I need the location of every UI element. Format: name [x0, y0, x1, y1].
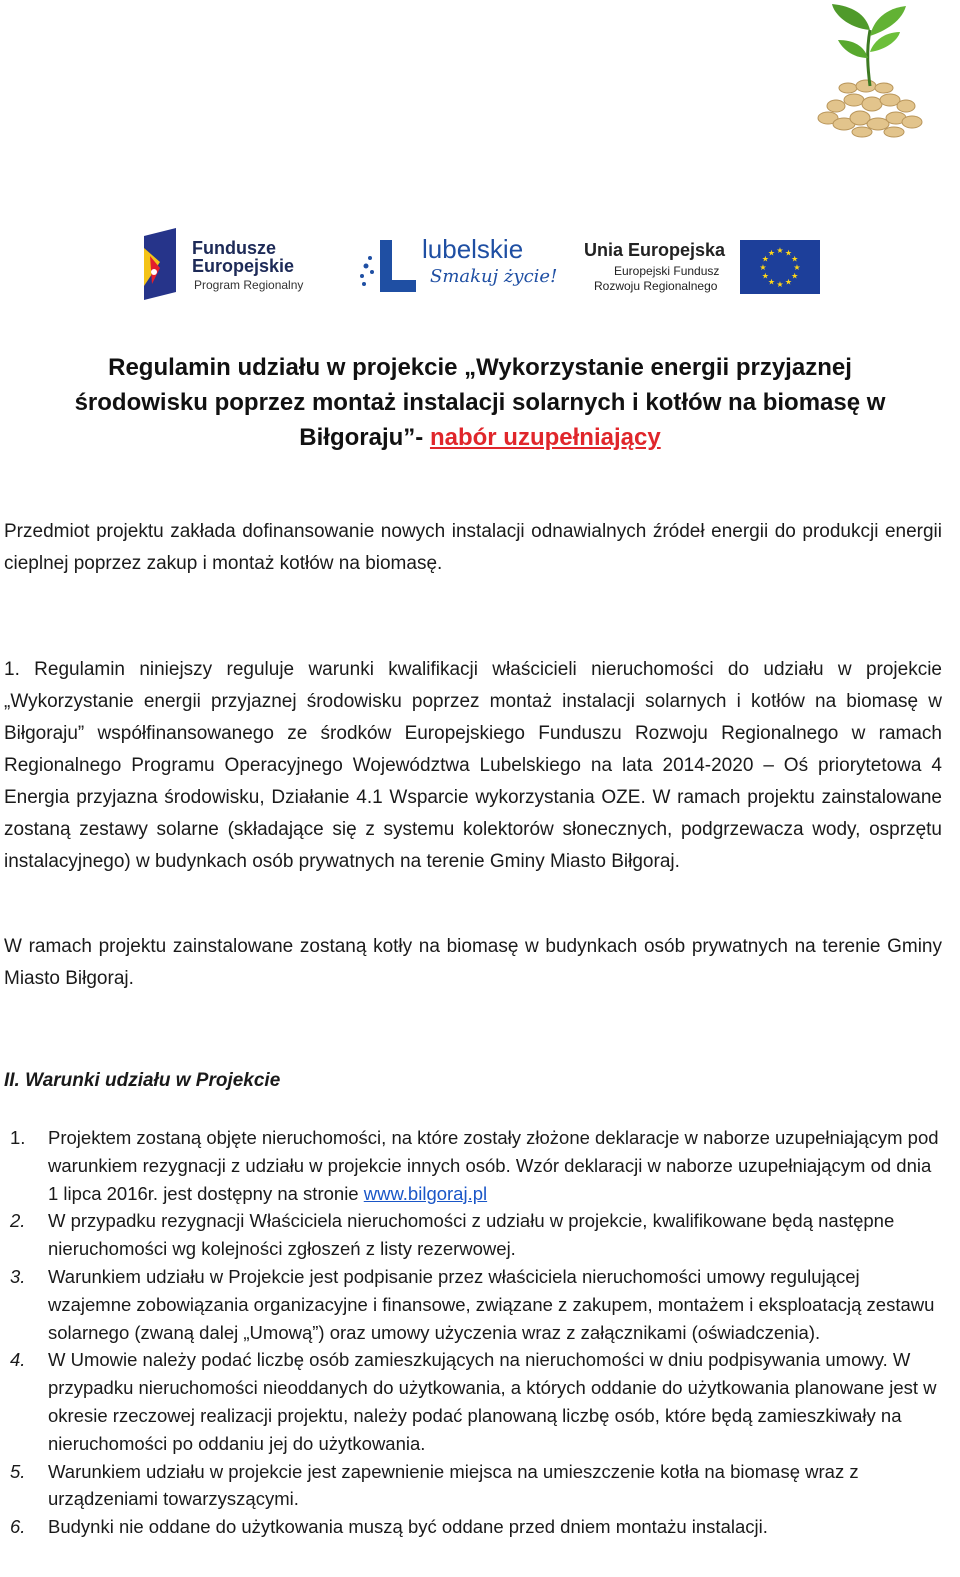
- list-item: [0, 1513, 942, 1541]
- list-item-text: W Umowie należy podać liczbę osób zamieszkujących na nieruchomości w dniu podpisywania umowy. W przypadku nieruchomości nieoddanych do użytkowania, a których oddanie do użytkowania planowane jest w okresie rzeczowej realizacji projektu, należy podać planowaną liczbę osób, które będą zamieszkiwały na nieruchomości po oddaniu jej do użytkowania.: [48, 1349, 937, 1454]
- eu-star-icon: ★: [784, 248, 793, 258]
- list-item: [0, 1207, 942, 1263]
- plant-pellets-icon: [808, 0, 940, 140]
- fe-line2: Europejskie: [192, 256, 295, 276]
- lubelskie-l-icon: [358, 236, 418, 296]
- list-item-number: 1.: [10, 1127, 26, 1148]
- eu-star-icon: ★: [776, 246, 784, 255]
- ue-line1: Unia Europejska: [584, 240, 726, 260]
- list-item: [0, 1346, 942, 1457]
- lubelskie-name: lubelskie: [422, 234, 524, 264]
- list-item-number: 6.: [10, 1516, 26, 1538]
- eu-star-icon: ★: [784, 277, 793, 287]
- eu-star-icon: ★: [776, 280, 784, 289]
- fundusze-europejskie-logo: [140, 226, 330, 306]
- list-item-text: Warunkiem udziału w Projekcie jest podpisanie przez właściciela nieruchomości umowy regulującej wzajemne zobowiązania organizacyjne i finansowe, związane z zakupem, montażem i eksploatacją zestawu solarnego (zwaną dalej „Umową”) oraz umowy użyczenia wraz z załącznikami (oświadczenia).: [48, 1265, 935, 1343]
- list-item: [0, 1124, 942, 1207]
- section2-heading: II. Warunki udziału w Projekcie: [4, 1070, 281, 1091]
- lubelskie-slogan: Smakuj życie!: [430, 266, 558, 287]
- fe-line1: Fundusze: [192, 238, 276, 258]
- conditions-list: [0, 1124, 942, 1541]
- eu-star-icon: ★: [767, 248, 776, 258]
- intro-paragraph: Przedmiot projektu zakłada dofinansowanie nowych instalacji odnawialnych źródeł energii do produkcji energii cieplnej poprzez zakup i montaż kotłów na biomasę.: [4, 521, 942, 574]
- section1-paragraph1: 1. Regulamin niniejszy reguluje warunki kwalifikacji właścicieli nieruchomości do udziału w projekcie „Wykorzystanie energii przyjaznej środowisku poprzez montaż instalacji solarnych i kotłów na biomasę w Biłgoraju” współfinansowanego ze środków Europejskiego Funduszu Rozwoju Regionalnego w ramach Regionalnego Programu Operacyjnego Województwa Lubelskiego na lata 2014-2020 – Oś priorytetowa 4 Energia przyjazna środowisku, Działanie 4.1 Wsparcie wykorzystania OZE. W ramach projektu zainstalowane zostaną zestawy solarne (składające się z systemu kolektorów słonecznych, podgrzewacza wody, osprzętu instalacyjnego) w budynkach osób prywatnych na terenie Gminy Miasto Biłgoraj.: [4, 659, 942, 872]
- title-main: Regulamin udziału w projekcie „Wykorzystanie energii przyjaznej środowisku poprzez montaż instalacji solarnych i kotłów na biomasę w Biłgoraju”-: [74, 354, 886, 451]
- title-highlight: nabór uzupełniający: [429, 424, 661, 451]
- eu-star-icon: ★: [759, 263, 767, 272]
- list-item-text: Budynki nie oddane do użytkowania muszą być oddane przed dniem montażu instalacji.: [48, 1516, 768, 1538]
- list-item-number: 3.: [10, 1265, 26, 1287]
- eu-flag-icon: [740, 240, 820, 294]
- eu-star-icon: ★: [761, 271, 769, 281]
- list-item-number: 4.: [10, 1349, 26, 1371]
- list-item-text: Projektem zostaną objęte nieruchomości, na które zostały złożone deklaracje w naborze uzupełniającym pod warunkiem rezygnacji z udziału w projekcie innych osób. Wzór deklaracji w naborze uzupełniającym od dnia 1 lipca 2016r. jest dostępny na stronie: [48, 1127, 939, 1204]
- unia-europejska-logo: [580, 226, 825, 306]
- eu-star-icon: ★: [793, 263, 801, 272]
- ue-line3: Rozwoju Regionalnego: [594, 279, 718, 293]
- eu-star-icon: ★: [791, 271, 799, 281]
- section1-paragraph2: W ramach projektu zainstalowane zostaną kotły na biomasę w budynkach osób prywatnych na terenie Gminy Miasto Biłgoraj.: [4, 936, 942, 989]
- list-item: [0, 1263, 942, 1346]
- lubelskie-logo: [358, 226, 558, 306]
- list-item-text: Warunkiem udziału w projekcie jest zapewnienie miejsca na umieszczenie kotła na biomasę wraz z urządzeniami towarzyszącymi.: [48, 1460, 859, 1510]
- ue-line2: Europejski Fundusz: [614, 264, 720, 278]
- fe-line3: Program Regionalny: [194, 278, 304, 292]
- eu-star-icon: ★: [791, 254, 799, 264]
- fe-flag-icon: [140, 228, 180, 300]
- logo-bar: [140, 226, 830, 306]
- eu-star-icon: ★: [761, 254, 769, 264]
- list-item: [0, 1458, 942, 1514]
- list-item-number: 5.: [10, 1460, 26, 1482]
- list-item-text: W przypadku rezygnacji Właściciela nieruchomości z udziału w projekcie, kwalifikowane będą następne nieruchomości wg kolejności zgłoszeń z listy rezerwowej.: [48, 1210, 895, 1260]
- list-item-number: 2.: [10, 1210, 26, 1232]
- eu-star-icon: ★: [767, 277, 776, 287]
- page-title: [40, 350, 920, 455]
- bilgoraj-link[interactable]: www.bilgoraj.pl: [363, 1182, 488, 1204]
